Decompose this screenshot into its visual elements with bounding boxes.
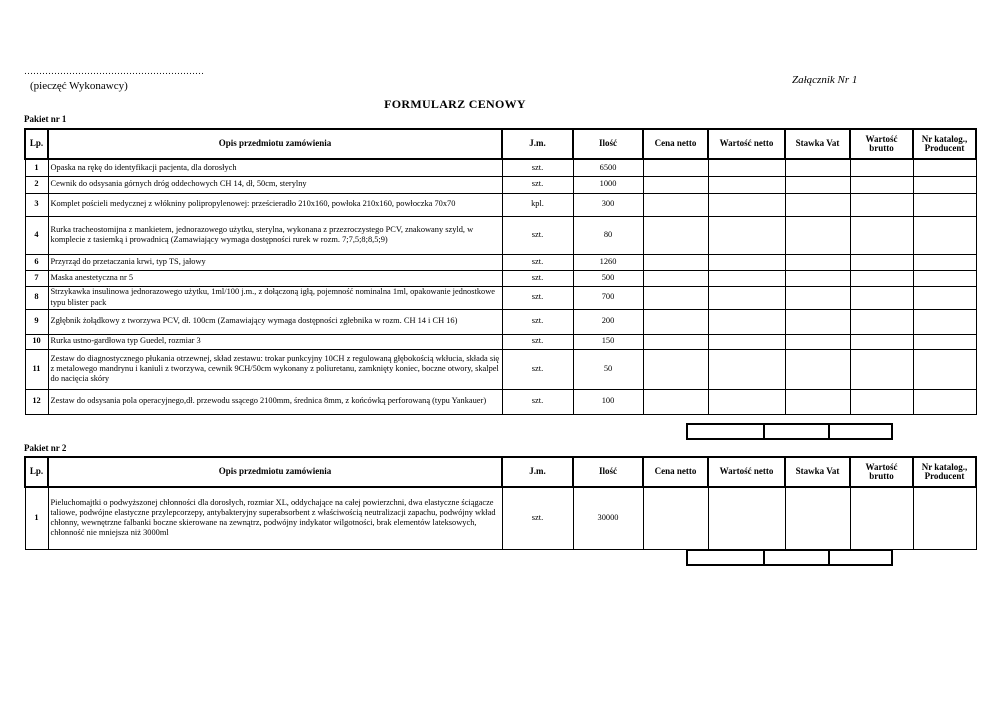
col-qty: Ilość: [573, 129, 643, 159]
gross-cell[interactable]: [850, 389, 913, 414]
table-row: [25, 286, 976, 309]
signature-dotted-line: ……………………………………………………: [24, 66, 204, 76]
gross-cell[interactable]: [850, 176, 913, 193]
row-lp: 6: [25, 254, 48, 270]
total-gross-cell[interactable]: [829, 424, 892, 439]
row-qty: 300: [573, 193, 643, 216]
table-row: [25, 159, 976, 176]
row-qty: 200: [573, 309, 643, 334]
col-gross: Wartość brutto: [850, 457, 913, 487]
col-lp: Lp.: [25, 457, 48, 487]
row-jm: szt.: [502, 389, 573, 414]
vat-cell[interactable]: [785, 349, 850, 389]
col-vat: Stawka Vat: [785, 457, 850, 487]
row-lp: 7: [25, 270, 48, 286]
net-price-cell[interactable]: [643, 176, 708, 193]
col-jm: J.m.: [502, 129, 573, 159]
row-qty: 150: [573, 334, 643, 349]
vat-cell[interactable]: [785, 309, 850, 334]
row-lp: 10: [25, 334, 48, 349]
total-vat-cell[interactable]: [764, 424, 829, 439]
row-lp: 1: [25, 159, 48, 176]
catalog-cell[interactable]: [913, 176, 976, 193]
row-desc: Rurka ustno-gardłowa typ Guedel, rozmiar 3: [48, 334, 502, 349]
net-value-cell[interactable]: [708, 254, 785, 270]
net-price-cell[interactable]: [643, 159, 708, 176]
catalog-cell[interactable]: [913, 487, 976, 549]
table-header-row: [25, 457, 976, 487]
catalog-cell[interactable]: [913, 216, 976, 254]
package-1-label: Pakiet nr 1: [24, 114, 67, 124]
row-qty: 700: [573, 286, 643, 309]
package-2-table: [24, 456, 977, 550]
net-price-cell[interactable]: [643, 254, 708, 270]
gross-cell[interactable]: [850, 309, 913, 334]
row-qty: 30000: [573, 487, 643, 549]
package-1-table: [24, 128, 977, 415]
table-row: [25, 193, 976, 216]
row-qty: 50: [573, 349, 643, 389]
catalog-cell[interactable]: [913, 286, 976, 309]
row-jm: szt.: [502, 176, 573, 193]
total-net-value-cell[interactable]: [687, 550, 764, 565]
row-lp: 8: [25, 286, 48, 309]
col-catalog: Nr katalog., Producent: [913, 457, 976, 487]
contractor-stamp-label: (pieczęć Wykonawcy): [30, 80, 128, 92]
catalog-cell[interactable]: [913, 254, 976, 270]
row-qty: 1260: [573, 254, 643, 270]
gross-cell[interactable]: [850, 216, 913, 254]
col-net-price: Cena netto: [643, 129, 708, 159]
col-net-value: Wartość netto: [708, 457, 785, 487]
row-desc: Komplet pościeli medycznej z włókniny polipropylenowej: prześcieradło 210x160, powłoka 210x160, powłoczka 70x70: [48, 193, 502, 216]
col-desc: Opis przedmiotu zamówienia: [48, 129, 502, 159]
col-desc: Opis przedmiotu zamówienia: [48, 457, 502, 487]
gross-cell[interactable]: [850, 334, 913, 349]
net-price-cell[interactable]: [643, 334, 708, 349]
table-row: [25, 309, 976, 334]
vat-cell[interactable]: [785, 487, 850, 549]
net-value-cell[interactable]: [708, 176, 785, 193]
row-jm: szt.: [502, 334, 573, 349]
row-jm: szt.: [502, 270, 573, 286]
net-price-cell[interactable]: [643, 389, 708, 414]
row-desc: Cewnik do odsysania górnych dróg oddechowych CH 14, dł, 50cm, sterylny: [48, 176, 502, 193]
total-vat-cell[interactable]: [764, 550, 829, 565]
page-title: FORMULARZ CENOWY: [384, 97, 526, 111]
row-jm: szt.: [502, 159, 573, 176]
catalog-cell[interactable]: [913, 349, 976, 389]
net-value-cell[interactable]: [708, 334, 785, 349]
net-value-cell[interactable]: [708, 193, 785, 216]
gross-cell[interactable]: [850, 159, 913, 176]
row-qty: 1000: [573, 176, 643, 193]
col-vat: Stawka Vat: [785, 129, 850, 159]
gross-cell[interactable]: [850, 349, 913, 389]
row-lp: 9: [25, 309, 48, 334]
gross-cell[interactable]: [850, 254, 913, 270]
row-lp: 4: [25, 216, 48, 254]
table-header-row: [25, 129, 976, 159]
row-desc: Pieluchomajtki o podwyższonej chłonności dla dorosłych, rozmiar XL, oddychające na całej powierzchni, dwa elastyczne ściągacze taliowe, podwójne elastyczne przylepcorzepy, antybakteryjny superabsorbent z właściwością neutralizacji zapachu, podwójny wkład chłonny, wewnętrzne falbanki boczne skierowane na zewnątrz, podwójny indykator wilgotności, brak elementów lateksowych, chłonność nie mniejsza niż 3000ml: [48, 487, 502, 549]
row-desc: Przyrząd do przetaczania krwi, typ TS, jałowy: [48, 254, 502, 270]
net-value-cell[interactable]: [708, 309, 785, 334]
row-desc: Opaska na rękę do identyfikacji pacjenta, dla dorosłych: [48, 159, 502, 176]
gross-cell[interactable]: [850, 193, 913, 216]
net-value-cell[interactable]: [708, 349, 785, 389]
table-row: [25, 389, 976, 414]
vat-cell[interactable]: [785, 159, 850, 176]
row-qty: 500: [573, 270, 643, 286]
col-net-value: Wartość netto: [708, 129, 785, 159]
vat-cell[interactable]: [785, 193, 850, 216]
row-jm: szt.: [502, 286, 573, 309]
catalog-cell[interactable]: [913, 270, 976, 286]
table-row: [25, 349, 976, 389]
table-row: [25, 176, 976, 193]
net-price-cell[interactable]: [643, 216, 708, 254]
total-net-value-cell[interactable]: [687, 424, 764, 439]
package-2-totals: [686, 549, 893, 566]
row-jm: szt.: [502, 216, 573, 254]
row-lp: 11: [25, 349, 48, 389]
vat-cell[interactable]: [785, 334, 850, 349]
net-value-cell[interactable]: [708, 159, 785, 176]
net-value-cell[interactable]: [708, 487, 785, 549]
net-price-cell[interactable]: [643, 309, 708, 334]
row-jm: szt.: [502, 349, 573, 389]
net-value-cell[interactable]: [708, 270, 785, 286]
catalog-cell[interactable]: [913, 334, 976, 349]
net-price-cell[interactable]: [643, 193, 708, 216]
total-gross-cell[interactable]: [829, 550, 892, 565]
row-lp: 12: [25, 389, 48, 414]
row-qty: 80: [573, 216, 643, 254]
table-row: [25, 270, 976, 286]
row-jm: szt.: [502, 254, 573, 270]
table-row: [25, 334, 976, 349]
vat-cell[interactable]: [785, 216, 850, 254]
row-lp: 1: [25, 487, 48, 549]
vat-cell[interactable]: [785, 176, 850, 193]
col-jm: J.m.: [502, 457, 573, 487]
net-price-cell[interactable]: [643, 270, 708, 286]
net-price-cell[interactable]: [643, 286, 708, 309]
net-value-cell[interactable]: [708, 216, 785, 254]
net-value-cell[interactable]: [708, 286, 785, 309]
row-desc: Maska anestetyczna nr 5: [48, 270, 502, 286]
col-catalog: Nr katalog., Producent: [913, 129, 976, 159]
package-2-label: Pakiet nr 2: [24, 443, 67, 453]
net-value-cell[interactable]: [708, 389, 785, 414]
row-qty: 6500: [573, 159, 643, 176]
table-row: [25, 254, 976, 270]
package-1-totals: [686, 423, 893, 440]
row-lp: 3: [25, 193, 48, 216]
row-desc: Zgłębnik żołądkowy z tworzywa PCV, dł. 100cm (Zamawiający wymaga dostępności zgłebnika w rozm. CH 14 i CH 16): [48, 309, 502, 334]
col-qty: Ilość: [573, 457, 643, 487]
row-jm: szt.: [502, 309, 573, 334]
row-desc: Zestaw do odsysania pola operacyjnego,dł. przewodu ssącego 2100mm, średnica 8mm, z końcówką perforowaną (typu Yankauer): [48, 389, 502, 414]
col-net-price: Cena netto: [643, 457, 708, 487]
row-desc: Zestaw do diagnostycznego płukania otrzewnej, skład zestawu: trokar punkcyjny 10CH z regulowaną głębokością wkłucia, składa się z metalowego mandrynu i kaniuli z tworzywa, cewnik 9CH/50cm wykonany z poliuretanu, zamknięty koniec, boczne otwory, skalpel do nacięcia skóry: [48, 349, 502, 389]
vat-cell[interactable]: [785, 389, 850, 414]
row-qty: 100: [573, 389, 643, 414]
gross-cell[interactable]: [850, 286, 913, 309]
net-price-cell[interactable]: [643, 487, 708, 549]
catalog-cell[interactable]: [913, 389, 976, 414]
col-gross: Wartość brutto: [850, 129, 913, 159]
vat-cell[interactable]: [785, 286, 850, 309]
table-row: [25, 487, 976, 549]
catalog-cell[interactable]: [913, 193, 976, 216]
annex-label: Załącznik Nr 1: [792, 74, 858, 86]
vat-cell[interactable]: [785, 254, 850, 270]
row-desc: Strzykawka insulinowa jednorazowego użytku, 1ml/100 j.m., z dołączoną igłą, pojemność nominalna 1ml, opakowanie jednostkowe typu blister pack: [48, 286, 502, 309]
row-desc: Rurka tracheostomijna z mankietem, jednorazowego użytku, sterylna, wykonana z przezroczystego PCV, znakowany szyld, w komplecie z tasiemką i prowadnicą (Zamawiający wymaga dostępności rurek w rozm. 7;7,5;8;8,5;9): [48, 216, 502, 254]
vat-cell[interactable]: [785, 270, 850, 286]
table-row: [25, 216, 976, 254]
row-jm: szt.: [502, 487, 573, 549]
row-lp: 2: [25, 176, 48, 193]
catalog-cell[interactable]: [913, 159, 976, 176]
col-lp: Lp.: [25, 129, 48, 159]
row-jm: kpl.: [502, 193, 573, 216]
gross-cell[interactable]: [850, 487, 913, 549]
gross-cell[interactable]: [850, 270, 913, 286]
net-price-cell[interactable]: [643, 349, 708, 389]
catalog-cell[interactable]: [913, 309, 976, 334]
